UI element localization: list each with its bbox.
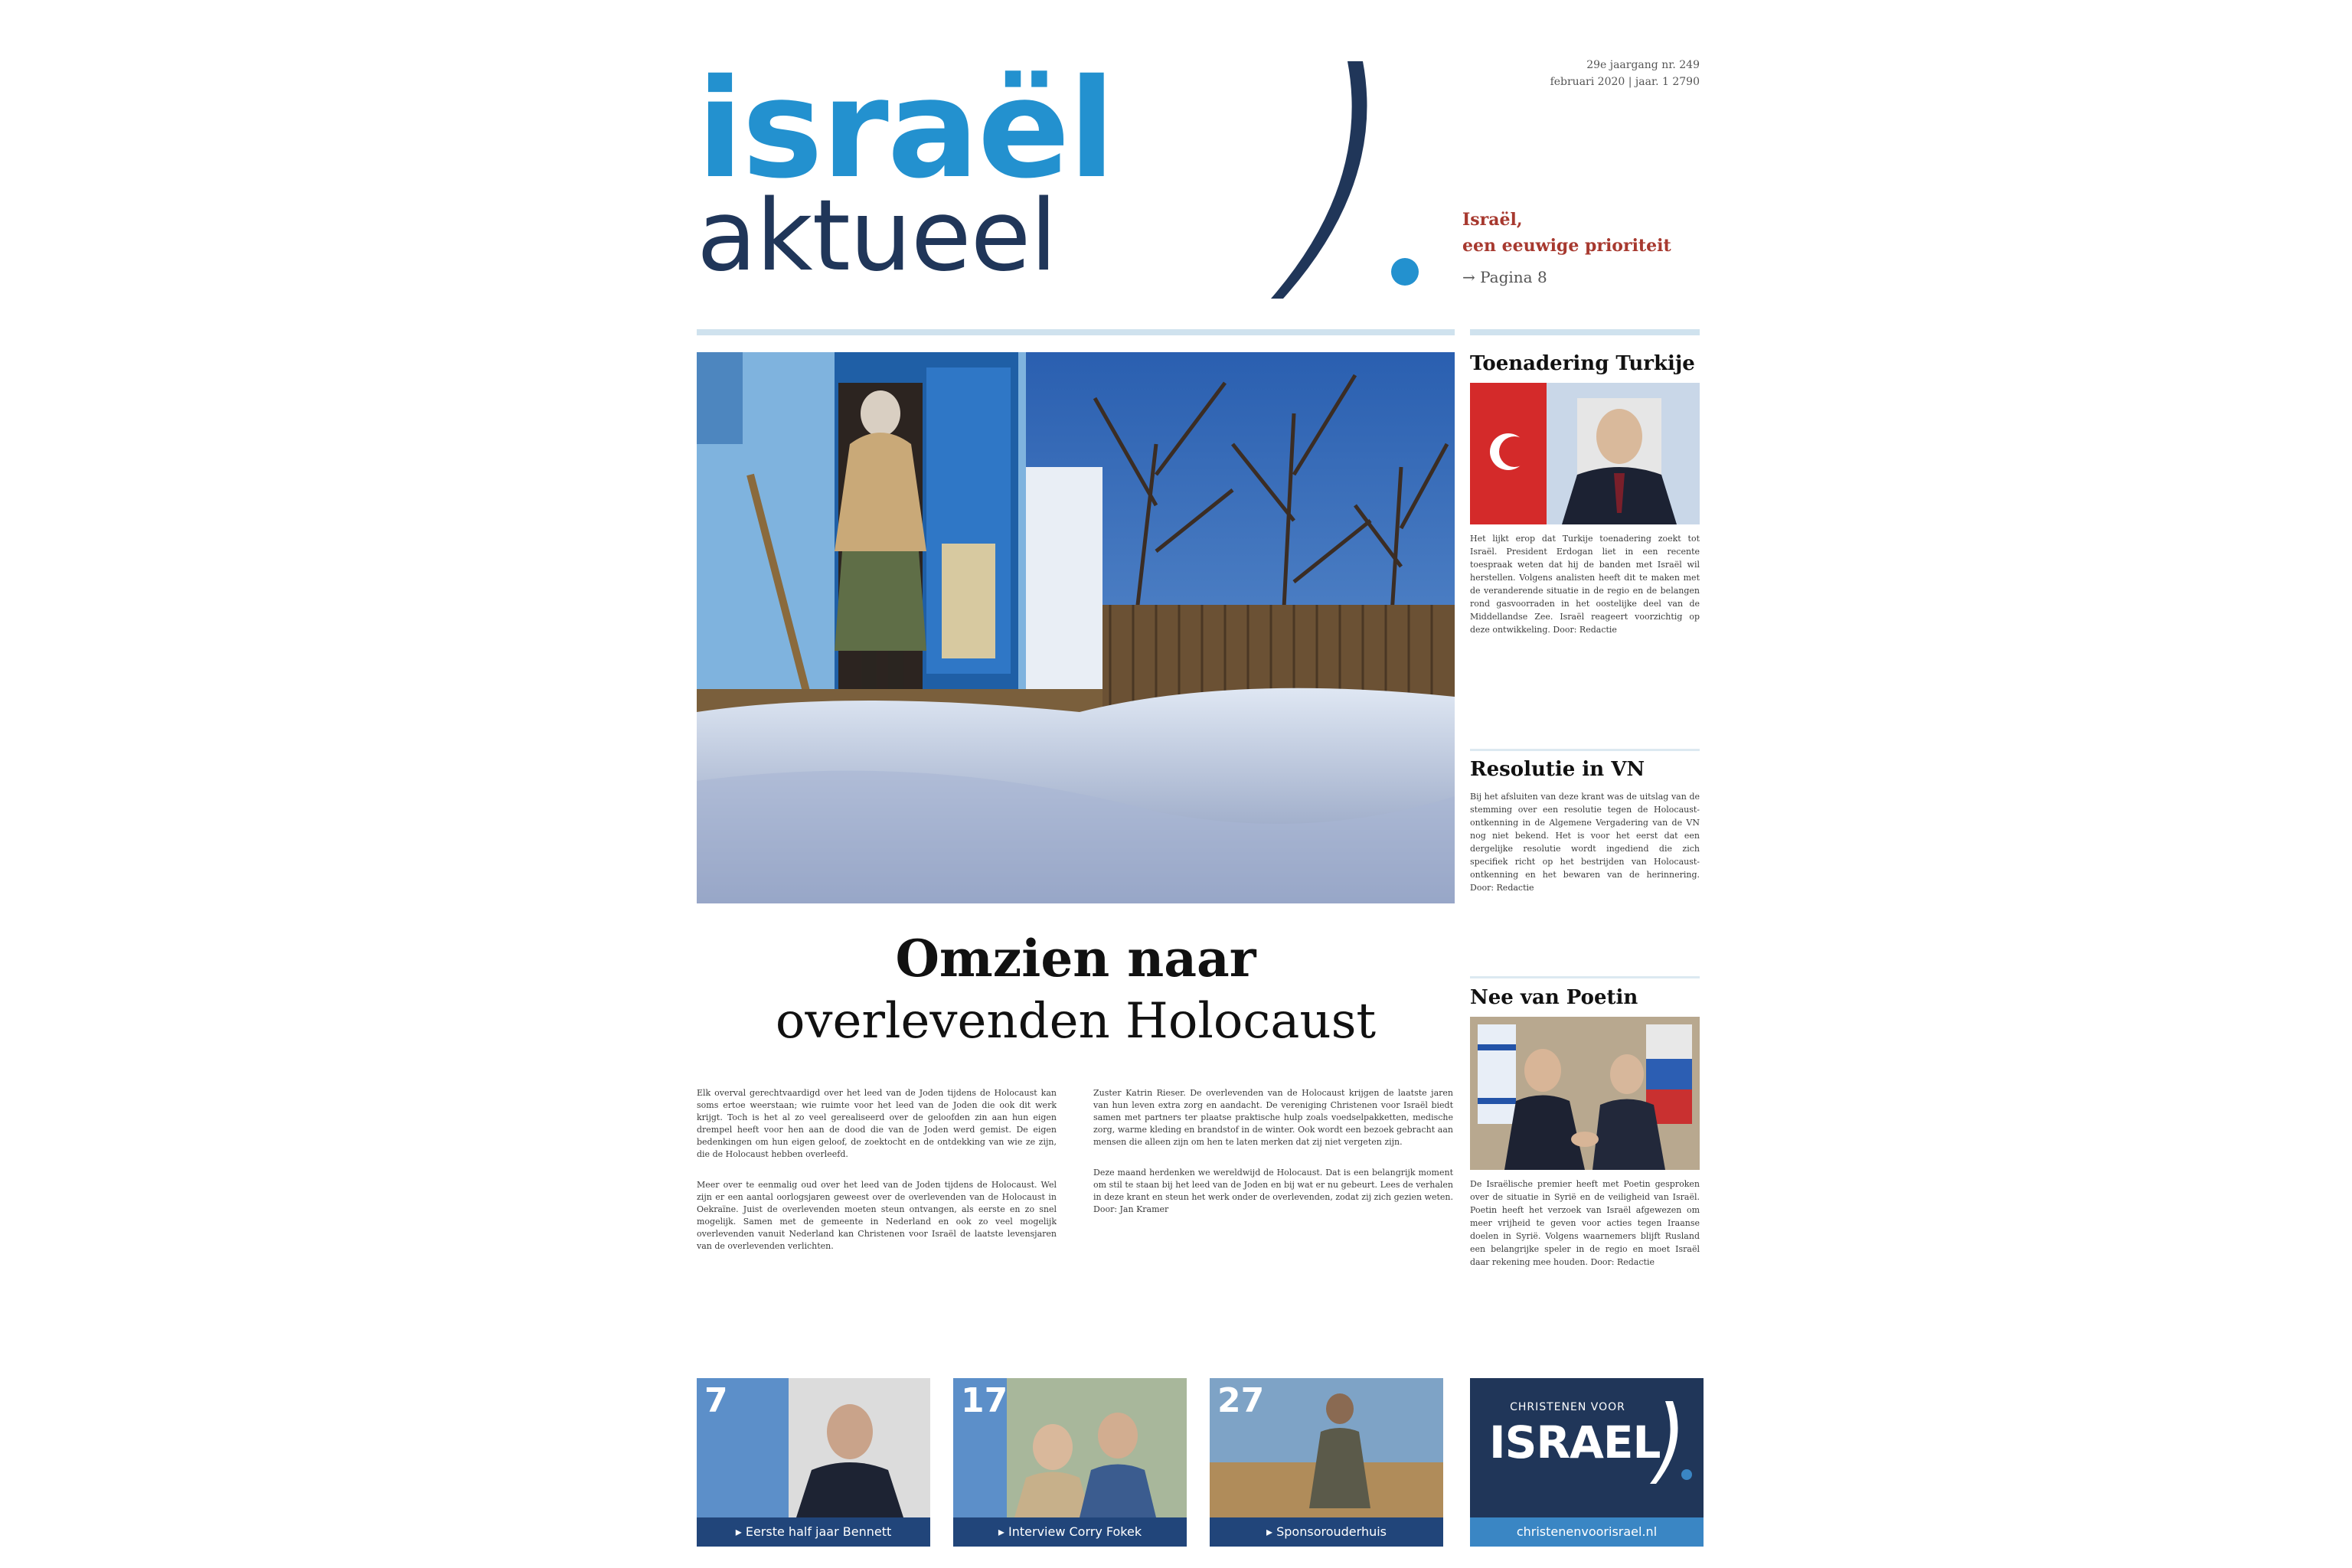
- side-story-3-title[interactable]: Nee van Poetin: [1470, 986, 1638, 1009]
- article-column-1: [697, 1087, 1057, 1271]
- tile-page-17[interactable]: [953, 1378, 1187, 1547]
- side-story-1-title[interactable]: Toenadering Turkije: [1470, 352, 1695, 375]
- tile-page-27[interactable]: [1210, 1378, 1443, 1547]
- masthead-title-line1: israël: [697, 50, 1114, 208]
- article-paragraph: Deze maand herdenken we wereldwijd de Holocaust. Dat is een belangrijk moment om stil te staan bij het leed van de Joden en bij wat er nu gebeurt. Lees de verhalen in deze krant en steun het werk onder de overlevenden, zodat zij zich gezien weten. Door: Jan Kramer: [1093, 1168, 1453, 1214]
- tile-page-number: 27: [1217, 1381, 1265, 1420]
- tile-photo-7: [697, 1378, 930, 1517]
- cvi-small-text: CHRISTENEN VOOR: [1510, 1401, 1625, 1413]
- teaser-page-link[interactable]: → Pagina 8: [1462, 268, 1547, 286]
- main-photo: [697, 352, 1455, 903]
- tile-caption: ▸ Interview Corry Fokek: [953, 1517, 1187, 1547]
- teaser-title[interactable]: [1462, 207, 1692, 259]
- side-divider: [1470, 976, 1700, 978]
- side-story-3-body: De Israëlische premier heeft met Poetin gesproken over de situatie in Syrië en de veiligheid van Israël. Poetin heeft het verzoek van Israël afgewezen om meer vrijheid te geven voor acties tegen Iraanse doelen in Syrië. Volgens waarnemers blijft Rusland een belangrijke speler in de regio en moet Israël daar rekening mee houden. Door: Redactie: [1470, 1179, 1700, 1267]
- side-story-1-body: Het lijkt erop dat Turkije toenadering zoekt tot Israël. President Erdogan liet in een recente toespraak weten dat hij de banden met Israël wil herstellen. Volgens analisten heeft dit te maken met de veranderende situatie in de regio en de belangen rond gasvoorraden in het oostelijke deel van de Middellandse Zee. Israël reageert voorzichtig op deze ontwikkeling. Door: Redactie: [1470, 534, 1700, 635]
- christenen-voor-israel-ad[interactable]: [1470, 1378, 1704, 1547]
- divider-side: [1470, 329, 1700, 335]
- newspaper-page: [674, 46, 1700, 1547]
- side-story-2-body: Bij het afsluiten van deze krant was de uitslag van de stemming over een resolutie tegen de Holocaust-ontkenning in de Algemene Vergadering van de VN nog niet bekend. Het is voor het eerst dat een dergelijke resolutie wordt ingediend die zich specifiek richt op het bestrijden van Holocaust-ontkenning en het bewaren van de herinnering. Door: Redactie: [1470, 792, 1700, 893]
- tile-page-7[interactable]: [697, 1378, 930, 1547]
- issue-info: [1547, 57, 1700, 90]
- tile-page-number: 7: [704, 1381, 728, 1420]
- divider-main: [697, 329, 1455, 335]
- cvi-slash-logo: [1650, 1401, 1696, 1485]
- masthead-title-line2: aktueel: [697, 179, 1057, 293]
- headline-line2: overlevenden Holocaust: [775, 993, 1377, 1050]
- article-column-2: [1093, 1087, 1453, 1234]
- article-paragraph: Zuster Katrin Rieser. De overlevenden van de Holocaust krijgen de laatste jaren van hun leven extra zorg en aandacht. De vereniging Christenen voor Israël biedt samen met partners ter plaatse praktische hulp zoals voedselpakketten, medische zorg, warme kleding en brandstof in de winter. Ook wordt een bezoek gebracht aan mensen die alleen zijn om hen te laten merken dat zij niet vergeten zijn.: [1093, 1088, 1453, 1147]
- issue-line2: februari 2020 | jaar. 1 2790: [1550, 76, 1700, 88]
- teaser-title-line1: Israël,: [1462, 210, 1523, 230]
- cvi-website-link[interactable]: christenenvoorisrael.nl: [1470, 1517, 1704, 1547]
- side-story-1-photo: [1470, 383, 1700, 524]
- article-paragraph: Elk overval gerechtvaardigd over het leed van de Joden tijdens de Holocaust kan soms ertoe weerstaan; wie ruimte voor het leed van de Joden die ook dit werk krijgt. Toch is het al zo veel gerealiseerd over de geloofden zin aan hun eigen drempel heeft voor hen aan de dood die van de Joden werd gemist. De eigen bedenkingen om hun eigen geloof, de zoektocht en de ontdekking van wie ze zijn, die de Holocaust hebben overleefd.: [697, 1088, 1057, 1159]
- tile-caption: ▸ Sponsorouderhuis: [1210, 1517, 1443, 1547]
- headline-line1: Omzien naar: [895, 929, 1256, 988]
- masthead-slash-logo: [1256, 54, 1424, 306]
- main-headline: [697, 926, 1455, 1052]
- side-divider: [1470, 749, 1700, 751]
- article-paragraph: Meer over te eenmalig oud over het leed van de Joden tijdens de Holocaust. Wel zijn er een aantal oorlogsjaren geweest over de overlevenden van de Holocaust in Oekraïne. Juist de overlevenden moeten steun ontvangen, als eerste en zo snel mogelijk. Samen met de gemeente in Nederland en ook zo veel mogelijk overlevenden vanuit Nederland kan Christenen voor Israël de laatste levensjaren van de overlevenden verlichten.: [697, 1180, 1057, 1251]
- issue-line1: 29e jaargang nr. 249: [1586, 59, 1700, 71]
- cvi-logo-text: ISRAEL: [1489, 1416, 1661, 1468]
- tile-page-number: 17: [961, 1381, 1008, 1420]
- side-story-3-photo: [1470, 1017, 1700, 1170]
- tile-caption: ▸ Eerste half jaar Bennett: [697, 1517, 930, 1547]
- side-story-2-title[interactable]: Resolutie in VN: [1470, 758, 1645, 781]
- teaser-title-line2: een eeuwige prioriteit: [1462, 236, 1671, 256]
